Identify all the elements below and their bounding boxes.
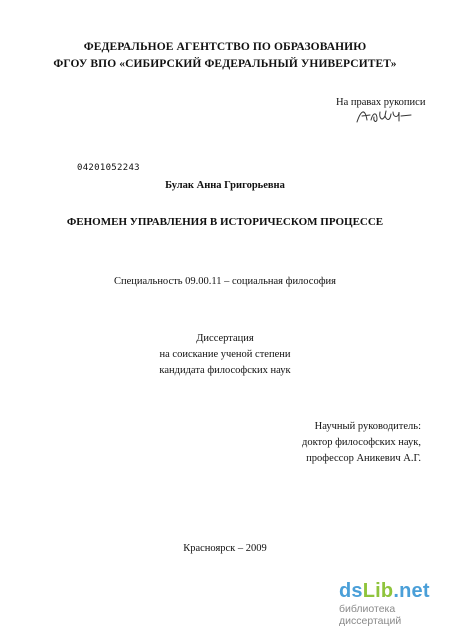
watermark-net: .net — [393, 580, 430, 602]
city-year: Красноярск – 2009 — [183, 543, 267, 554]
specialty-line: Специальность 09.00.11 – социальная философия — [114, 276, 336, 287]
degree-line-3: кандидата философских наук — [159, 365, 291, 376]
agency-heading: ФЕДЕРАЛЬНОЕ АГЕНТСТВО ПО ОБРАЗОВАНИЮ — [83, 41, 367, 53]
watermark-ds: ds — [339, 580, 363, 602]
degree-line-1: Диссертация — [196, 333, 254, 344]
author-name: Булак Анна Григорьевна — [165, 180, 285, 191]
university-heading: ФГОУ ВПО «СИБИРСКИЙ ФЕДЕРАЛЬНЫЙ УНИВЕРСИТЕТ» — [53, 58, 397, 70]
watermark-logo[interactable] — [339, 580, 449, 603]
watermark-lib: Lib — [362, 580, 394, 602]
supervisor-line-3: профессор Аникевич А.Г. — [306, 453, 421, 464]
registration-number: 04201052243 — [77, 163, 140, 173]
supervisor-line-1: Научный руководитель: — [314, 421, 421, 432]
rights-label: На правах рукописи — [336, 97, 426, 108]
degree-line-2: на соискание ученой степени — [159, 349, 291, 360]
dissertation-title: ФЕНОМЕН УПРАВЛЕНИЯ В ИСТОРИЧЕСКОМ ПРОЦЕССЕ — [66, 216, 384, 228]
signature-mark — [355, 106, 413, 126]
supervisor-line-2: доктор философских наук, — [302, 437, 421, 448]
watermark-subtitle: библиотека диссертаций — [339, 603, 402, 627]
